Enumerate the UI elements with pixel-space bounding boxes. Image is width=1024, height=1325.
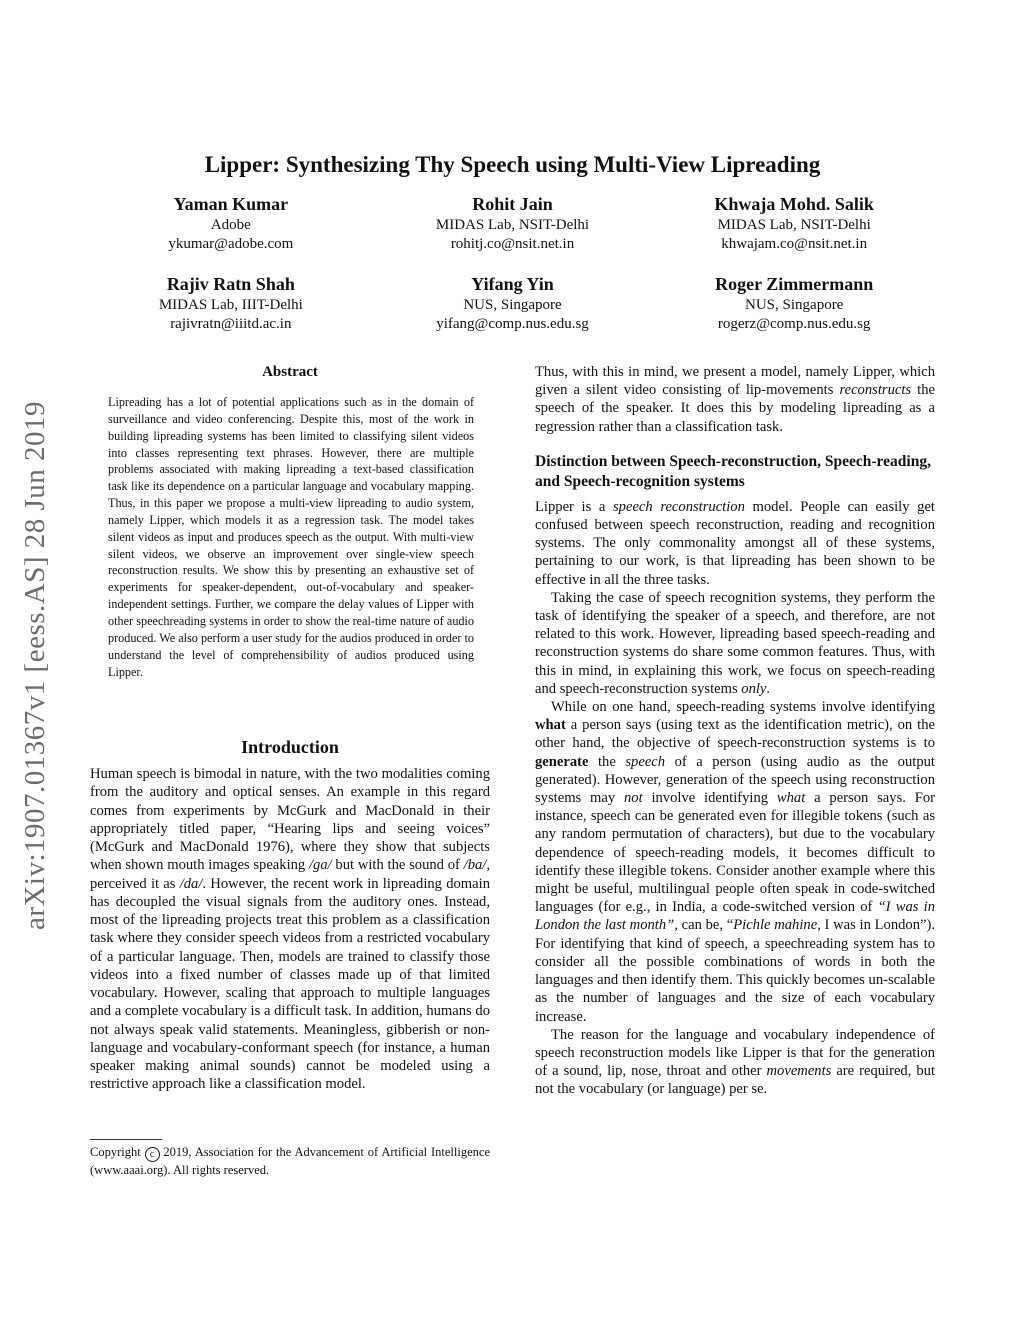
author-email: rohitj.co@nsit.net.in [450, 235, 575, 252]
emphasis: movements [766, 1063, 832, 1080]
author [653, 192, 935, 272]
footnote-rule [90, 1139, 162, 1140]
author-name: Rajiv Ratn Shah [166, 274, 295, 294]
text: . [766, 680, 771, 697]
arxiv-identifier [14, 350, 58, 980]
author [372, 272, 654, 352]
paragraph [535, 698, 935, 1026]
text: While on one hand, speech-reading systems involve identifying [551, 699, 935, 716]
text: Taking the case of speech recognition systems, they perform the task of identifying the speaker of a speech, and therefore, are not related to this work. However, lipreading based speech-reading and reconstruction systems do share some common features. Thus, with this in mind, in explaining this work, we focus on speech-reading and speech-reconstruction systems [535, 589, 935, 697]
text: are required, but not the vocabulary (or language) per se. [535, 1063, 935, 1098]
author-affiliation: MIDAS Lab, NSIT-Delhi [435, 217, 590, 233]
section-heading: Distinction between Speech-reconstruction, Speech-reading, and Speech-recognition systems [535, 452, 931, 490]
emphasis: speech reconstruction [612, 498, 745, 515]
author-affiliation: MIDAS Lab, IIIT-Delhi [158, 297, 303, 313]
author-name: Rohit Jain [472, 194, 553, 214]
emphasis: what [776, 790, 806, 807]
right-column [535, 363, 935, 1099]
emphasis: only [741, 680, 767, 697]
emphasis: not [623, 790, 643, 807]
copyright-pre: Copyright [90, 1145, 145, 1159]
author-name: Yaman Kumar [173, 194, 289, 214]
author-affiliation: NUS, Singapore [463, 297, 562, 313]
author-block [90, 192, 935, 352]
text: , I was in London”). For identifying that kind of speech, a speechreading system has to consider all the possible combinations of words in both the languages and then identify them. This quickly becomes un-scalable as the number of languages and the size of each vocabulary increase. [535, 917, 935, 1025]
text: Lipper is a [535, 498, 613, 515]
copyright-notice [90, 1144, 490, 1179]
emphasis: reconstructs [839, 382, 912, 399]
emphasis: “I was in London the last month” [535, 899, 935, 934]
text: a person says. For instance, speech can be generated even for illegible tokens (such as any random permutation of characters), but due to the vocabulary dependence of speech-reading models, it becomes difficult to identify these illegible tokens. Consider another example where this might be useful, multilingual people often speak in code-switched languages (for e.g., in India, a code-switched version of [535, 790, 935, 916]
text: of a person (using audio as the output generated). However, generation of the speech using reconstruction systems may [535, 753, 935, 807]
phoneme-da: /da/ [179, 875, 203, 892]
paragraph [535, 589, 935, 698]
author-name: Khwaja Mohd. Salik [714, 194, 874, 214]
author-email: khwajam.co@nsit.net.in [721, 235, 868, 252]
text: the [588, 753, 626, 770]
phoneme-ga: /ga/ [308, 857, 332, 874]
copyright-icon: c [145, 1147, 160, 1162]
author [90, 192, 372, 272]
author-row-1 [90, 192, 935, 272]
text: model. People can easily get confused between speech reconstruction, reading and recognition systems. The only commonality amongst all of these systems, pertaining to our work, is that lipreading has been shown to be effective in all the three tasks. [535, 498, 935, 588]
intro-text-2: but with the sound of [331, 857, 464, 874]
intro-text-4: . However, the recent work in lipreading domain has decoupled the visual signals from the auditory ones. Instead, most of the lipreading projects treat this problem as a classification task where they consider speech videos from a restricted vocabulary of a particular language. Then, models are trained to classify those videos into a fixed number of classes made up of that limited vocabulary. However, scaling that approach to multiple languages and a complete vocabulary is a difficult task. In addition, humans do not always speak valid statements. Meaningless, gibberish or non-language and vocabulary-conformant speech (for instance, a human speaker making animal sounds) cannot be modeled using a restrictive approach like a classification model. [90, 875, 490, 1093]
copyright-post: 2019, Association for the Advancement of Artificial Intelligence (www.aaai.org). All rights reserved. [90, 1145, 490, 1177]
paragraph [535, 498, 935, 589]
author-affiliation: Adobe [210, 217, 251, 233]
author-email: rogerz@comp.nus.edu.sg [717, 315, 871, 332]
emphasis: Pichle mahine [733, 917, 818, 934]
paragraph [535, 363, 935, 436]
author [90, 272, 372, 352]
text: , can be, “ [674, 917, 734, 934]
abstract-heading: Abstract [262, 364, 318, 380]
introduction-paragraph [90, 765, 490, 1094]
author-email: rajivratn@iiitd.ac.in [170, 315, 292, 332]
bold-generate: generate [535, 753, 589, 770]
text: The reason for the language and vocabulary independence of speech reconstruction models like Lipper is that for the generation of a sound, lip, nose, throat and other [535, 1026, 935, 1080]
author-email: yifang@comp.nus.edu.sg [436, 315, 589, 332]
paragraph [535, 1026, 935, 1099]
bold-what: what [535, 717, 566, 734]
phoneme-ba: /ba/ [463, 857, 487, 874]
author-email: ykumar@adobe.com [168, 235, 294, 252]
author-name: Yifang Yin [471, 274, 554, 294]
arxiv-text: arXiv:1907.01367v1 [eess.AS] 28 Jun 2019 [19, 400, 52, 930]
author [372, 192, 654, 272]
paper-title: Lipper: Synthesizing Thy Speech using Multi-View Lipreading [204, 152, 821, 177]
emphasis: speech [625, 753, 666, 770]
abstract-text: Lipreading has a lot of potential applications such as in the domain of surveillance and video conferencing. Despite this, most of the work in building lipreading systems has been limited to classifying silent videos into classes representing text phrases. However, there are multiple problems associated with making lipreading a text-based classification task like its dependence on a particular language and vocabulary mapping. Thus, in this paper we propose a multi-view lipreading to audio system, namely Lipper, which models it as a regression task. The model takes silent videos as input and produces speech as the output. With multi-view silent videos, we observe an improvement over single-view speech reconstruction results. We show this by presenting an exhaustive set of experiments for speaker-dependent, out-of-vocabulary and speaker-independent settings. Further, we compare the delay values of Lipper with other speechreading systems in order to show the real-time nature of audio produced. We also perform a user study for the audios produced in order to understand the level of comprehensibility of audios produced using Lipper. [108, 395, 474, 679]
text: Thus, with this in mind, we present a model, namely Lipper, which given a silent video consisting of lip-movements [535, 364, 935, 399]
text: involve identifying [642, 790, 777, 807]
author [653, 272, 935, 352]
author-row-2 [90, 272, 935, 352]
author-affiliation: NUS, Singapore [745, 297, 844, 313]
author-affiliation: MIDAS Lab, NSIT-Delhi [717, 217, 871, 233]
text: a person says (using text as the identification metric), on the other hand, the objective of speech-reconstruction systems is to [535, 717, 935, 752]
intro-text-3: , perceived it as [90, 857, 490, 892]
text: the speech of the speaker. It does this by modeling lipreading as a regression rather than a classification task. [535, 382, 935, 435]
author-name: Roger Zimmermann [715, 274, 874, 294]
introduction-heading: Introduction [241, 737, 339, 757]
intro-text-1: Human speech is bimodal in nature, with the two modalities coming from the auditory and optical senses. An example in this regard comes from experiments by McGurk and MacDonald in their appropriately titled paper, “Hearing lips and seeing voices” (McGurk and MacDonald 1976), where they show that subjects when shown mouth images speaking [90, 766, 490, 874]
